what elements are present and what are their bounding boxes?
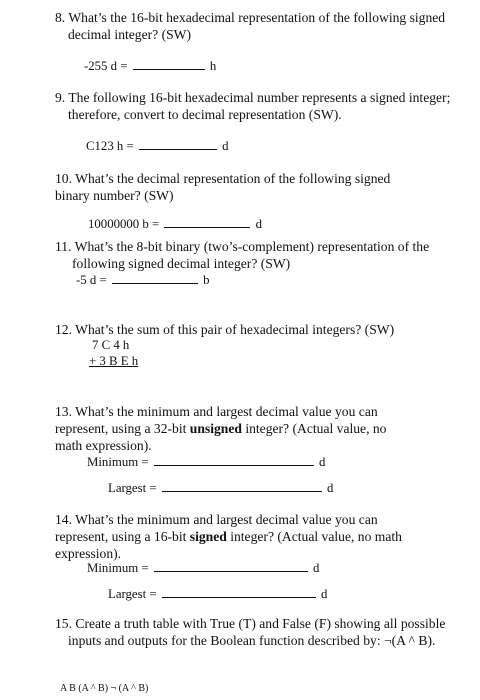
q13-max-blank[interactable]: [162, 480, 322, 492]
question-11: 11. What’s the 8-bit binary (two’s-complement) representation of the following signed decimal integer? (SW): [55, 239, 430, 271]
q13-minimum-line: [87, 454, 325, 470]
q9-unit: d: [222, 139, 229, 153]
q14-max-unit: d: [320, 587, 328, 601]
question-8: 8. What’s the 16-bit hexadecimal representation of the following signed decimal integer? (SW): [55, 10, 446, 42]
q9-expression: C123 h =: [86, 139, 134, 153]
q9-answer-line: [86, 138, 229, 154]
truth-table-header: A B (A ^ B) ¬ (A ^ B): [60, 683, 149, 694]
q14-largest-line: [108, 586, 327, 602]
question-9: 9. The following 16-bit hexadecimal number represents a signed integer; therefore, convert to decimal representation (SW).: [55, 90, 451, 122]
question-15: 15. Create a truth table with True (T) and False (F) showing all possible inputs and outputs for the Boolean function described by: ¬(A ^ B).: [55, 616, 446, 648]
q10-answer-line: [88, 216, 262, 232]
q10-expression: 10000000 b =: [88, 217, 160, 231]
question-13: [55, 403, 415, 454]
q13-largest-line: [108, 480, 333, 496]
q14-text-post: integer? (Actual value, no math expression).: [55, 529, 402, 561]
q9-answer-blank[interactable]: [139, 138, 217, 150]
q11-expression: -5 d =: [76, 273, 107, 287]
q11-unit: b: [203, 273, 210, 287]
q14-max-label: Largest =: [108, 587, 157, 601]
q13-min-unit: d: [319, 455, 326, 469]
q14-min-blank[interactable]: [154, 560, 308, 572]
q10-unit: d: [255, 217, 263, 231]
q8-answer-blank[interactable]: [133, 58, 205, 70]
q13-max-label: Largest =: [108, 481, 157, 495]
q11-answer-line: [76, 272, 210, 288]
q8-answer-line: [84, 58, 216, 74]
question-10: 10. What’s the decimal representation of the following signed binary number? (SW): [55, 171, 391, 203]
q10-answer-blank[interactable]: [164, 216, 250, 228]
q8-expression: -255 d =: [84, 59, 128, 73]
q13-text-pre: 13. What’s the minimum and largest decimal value you can represent, using a 32-bit: [55, 404, 378, 436]
q14-text-bold: signed: [189, 529, 227, 544]
q11-answer-blank[interactable]: [112, 272, 198, 284]
q13-min-label: Minimum =: [87, 455, 149, 469]
q13-text-bold: unsigned: [189, 421, 242, 436]
q13-min-blank[interactable]: [154, 454, 314, 466]
q13-max-unit: d: [326, 481, 334, 495]
q14-text-pre: 14. What’s the minimum and largest decimal value you can represent, using a 16-bit: [55, 512, 378, 544]
question-12: 12. What’s the sum of this pair of hexadecimal integers? (SW): [55, 322, 395, 337]
q12-addend-2: + 3 B E h: [89, 354, 139, 368]
question-14: [55, 511, 415, 562]
q13-text-post: integer? (Actual value, no math expression).: [55, 421, 387, 453]
q8-unit: h: [209, 59, 217, 73]
q12-addend-1: 7 C 4 h: [92, 338, 130, 352]
q14-minimum-line: [87, 560, 319, 576]
q14-max-blank[interactable]: [162, 586, 316, 598]
q14-min-label: Minimum =: [87, 561, 149, 575]
q14-min-unit: d: [313, 561, 320, 575]
